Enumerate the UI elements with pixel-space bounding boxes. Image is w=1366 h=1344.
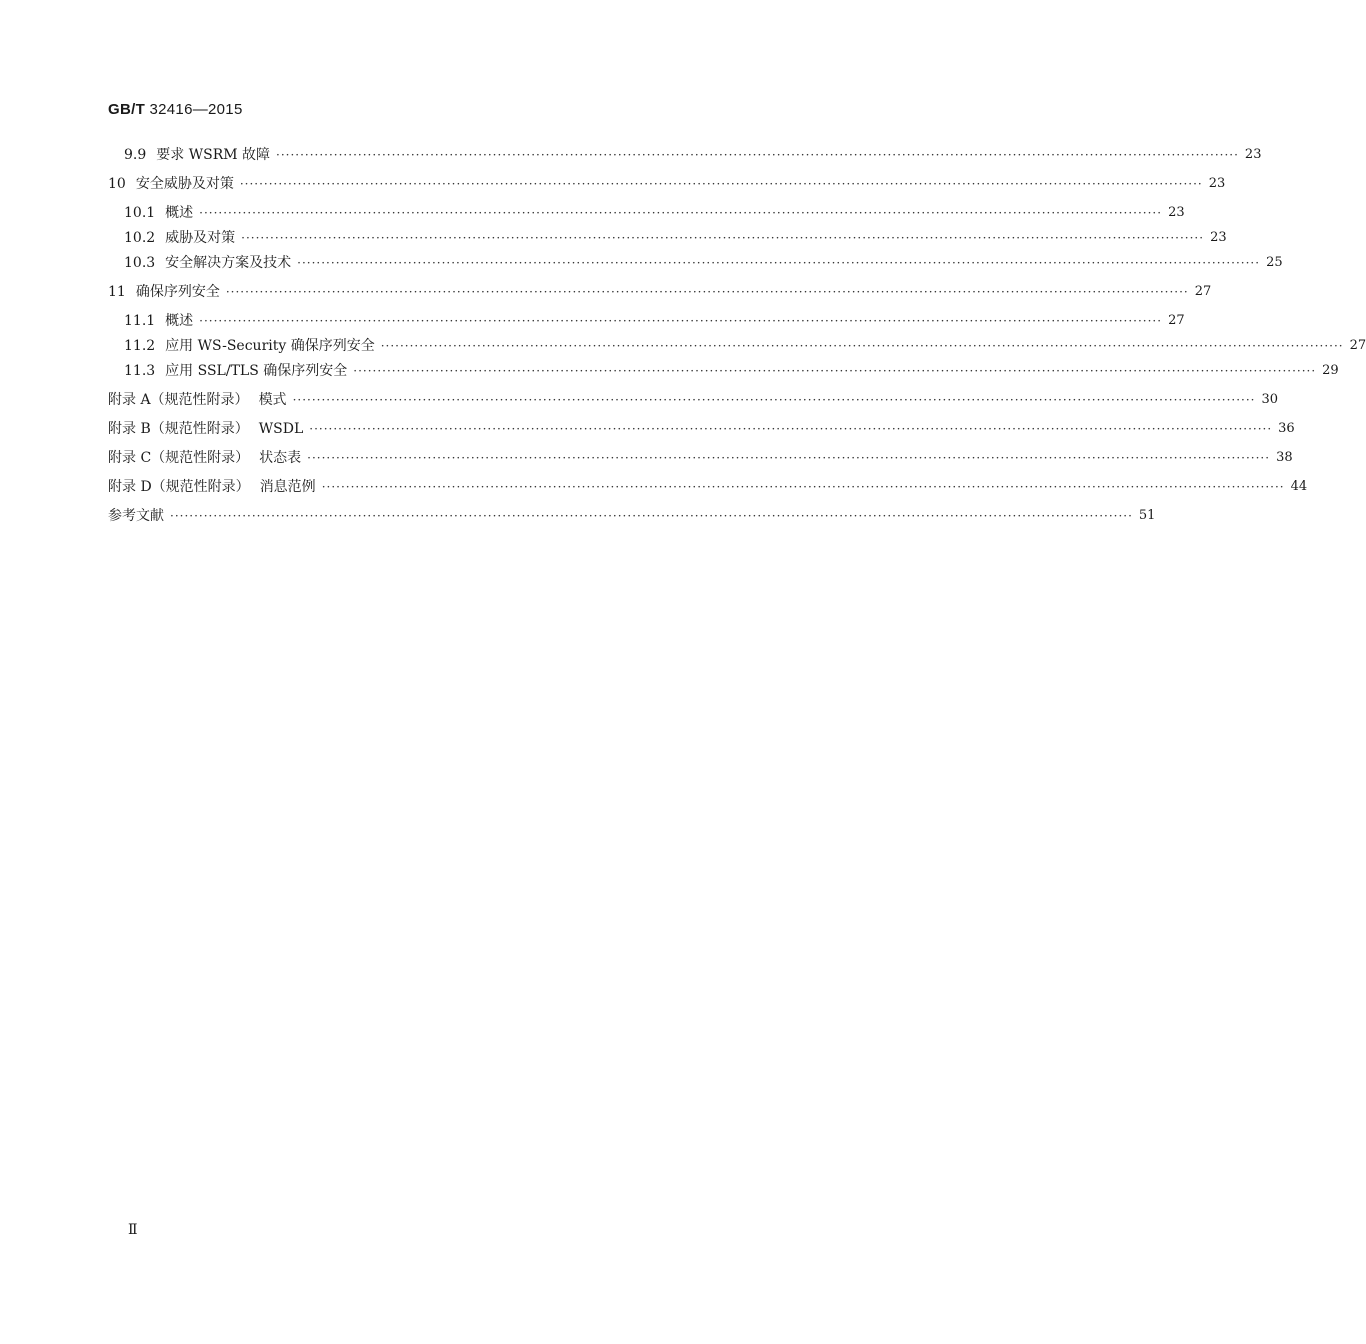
toc-dot-leader: ········································································································································································································ — [292, 393, 1256, 407]
toc-entry-page: 23 — [1210, 230, 1227, 245]
toc-entry[interactable] — [108, 446, 1293, 470]
toc-dot-leader: ········································································································································································································ — [239, 177, 1203, 191]
toc-entry-page: 23 — [1168, 205, 1185, 220]
toc-entry-number: 10 — [108, 176, 126, 192]
toc-entry-title: 状态表 — [259, 450, 302, 466]
toc-entry[interactable] — [108, 417, 1295, 441]
toc-entry-title: 模式 — [258, 392, 287, 408]
toc-dot-leader: ········································································································································································································ — [241, 231, 1205, 245]
toc-entry-page: 30 — [1261, 392, 1278, 407]
toc-entry[interactable] — [108, 309, 1185, 333]
toc-entry-number: 11 — [108, 284, 126, 300]
toc-entry-page: 44 — [1290, 479, 1308, 494]
toc-entry-number: 附录 C（规范性附录） — [108, 450, 250, 466]
toc-entry-page: 27 — [1168, 313, 1185, 328]
toc-entry-page: 29 — [1322, 363, 1339, 378]
toc-entry-number: 10.1 — [124, 205, 156, 221]
toc-entry[interactable] — [108, 475, 1308, 499]
toc-dot-leader: ········································································································································································································ — [297, 256, 1261, 270]
toc-dot-leader: ········································································································································································································ — [307, 451, 1271, 465]
toc-dot-leader: ········································································································································································································ — [199, 314, 1163, 328]
toc-entry-title: 确保序列安全 — [135, 284, 220, 300]
toc-entry[interactable] — [108, 334, 1366, 358]
toc-dot-leader: ········································································································································································································ — [321, 480, 1285, 494]
toc-entry-page: 51 — [1138, 508, 1156, 523]
toc-entry[interactable] — [108, 359, 1339, 383]
toc-entry-number: 11.2 — [124, 338, 156, 354]
toc-entry-page: 23 — [1244, 147, 1262, 162]
toc-dot-leader: ········································································································································································································ — [199, 206, 1163, 220]
toc-entry-title: 要求 WSRM 故障 — [156, 147, 271, 163]
toc-dot-leader: ········································································································································································································ — [170, 509, 1133, 523]
toc-entry-title: WSDL — [258, 421, 304, 437]
toc-entry-page: 27 — [1349, 338, 1366, 353]
toc-entry-title: 参考文献 — [108, 508, 164, 524]
toc-entry-number: 10.2 — [124, 230, 156, 246]
toc-entry-title: 消息范例 — [259, 479, 316, 495]
toc-entry[interactable] — [108, 226, 1227, 250]
toc-entry[interactable] — [108, 504, 1156, 528]
toc-entry-title: 应用 WS-Security 确保序列安全 — [165, 338, 375, 354]
toc-entry-title: 概述 — [165, 313, 194, 329]
toc-entry-title: 应用 SSL/TLS 确保序列安全 — [165, 363, 348, 379]
standard-number: 32416—2015 — [149, 101, 243, 118]
toc-entry-title: 安全威胁及对策 — [135, 176, 234, 192]
toc-entry-number: 9.9 — [124, 147, 147, 163]
toc-entry-title: 威胁及对策 — [165, 230, 236, 246]
toc-entry-number: 11.3 — [124, 363, 156, 379]
toc-entry-page: 38 — [1276, 450, 1293, 465]
page-number-roman: Ⅱ — [128, 1222, 138, 1238]
toc-dot-leader: ········································································································································································································ — [276, 148, 1239, 162]
toc-entry-page: 36 — [1278, 421, 1295, 436]
toc-entry-page: 23 — [1208, 176, 1226, 191]
page-header — [108, 101, 243, 118]
toc-dot-leader: ········································································································································································································ — [353, 364, 1317, 378]
toc-entry[interactable] — [108, 280, 1212, 304]
toc-entry[interactable] — [108, 201, 1185, 225]
toc-entry-number: 附录 A（规范性附录） — [108, 392, 249, 408]
toc-entry[interactable] — [108, 388, 1278, 412]
toc-dot-leader: ········································································································································································································ — [225, 285, 1189, 299]
toc-entry-page: 25 — [1266, 255, 1283, 270]
toc-entry-number: 附录 D（规范性附录） — [108, 479, 250, 495]
toc-entry[interactable] — [108, 251, 1283, 275]
toc-entry-number: 附录 B（规范性附录） — [108, 421, 249, 437]
toc-entry-title: 安全解决方案及技术 — [165, 255, 292, 271]
toc-entry-number: 11.1 — [124, 313, 156, 329]
toc-entry[interactable] — [108, 143, 1262, 167]
toc-dot-leader: ········································································································································································································ — [380, 339, 1344, 353]
toc-dot-leader: ········································································································································································································ — [309, 422, 1273, 436]
standard-code: GB/T — [108, 101, 146, 118]
toc-entry-page: 27 — [1194, 284, 1212, 299]
toc-entry-title: 概述 — [165, 205, 194, 221]
toc-entry[interactable] — [108, 172, 1226, 196]
toc-entry-number: 10.3 — [124, 255, 156, 271]
